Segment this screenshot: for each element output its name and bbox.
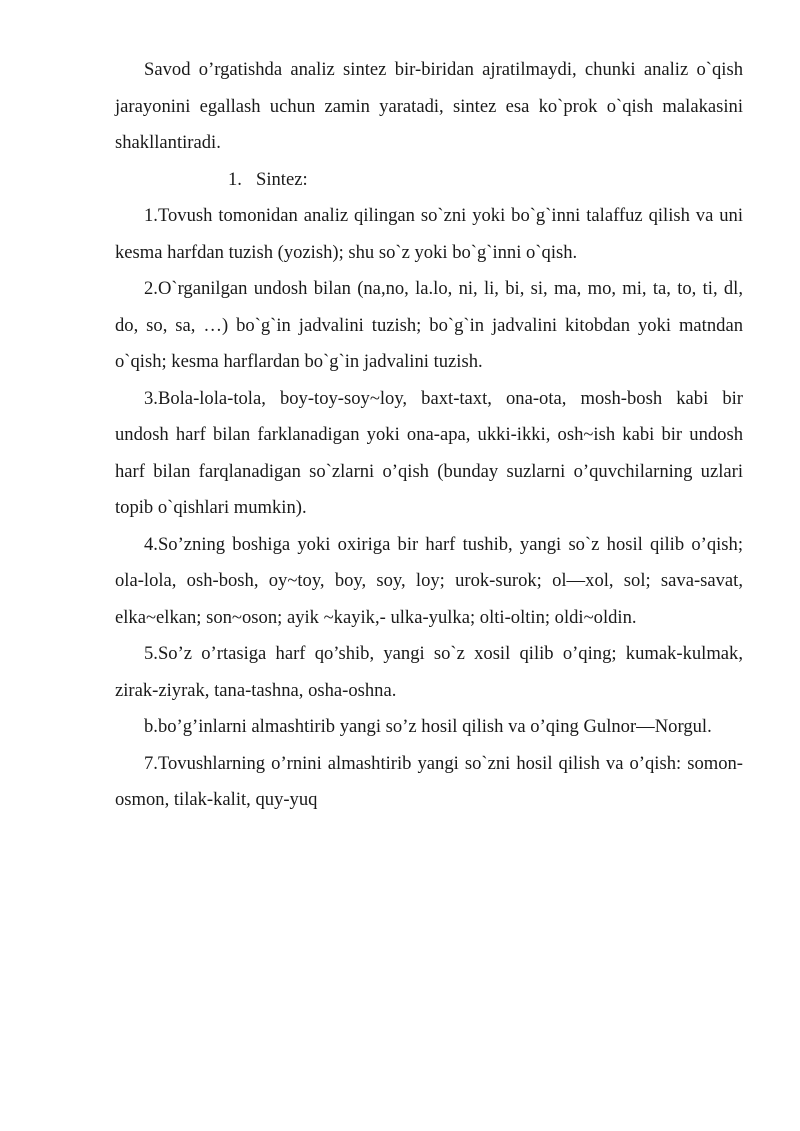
list-item-2: 2.O`rganilgan undosh bilan (na,no, la.lo, ni, li, bi, si, ma, mo, mi, ta, to, ti, dl, do, so, sa, …) bo`g`in jadvalini tuzish; bo`g`in jadvalini kitobdan yoki matndan o`qish; kesma harflardan bo`g`in jadvalini tuzish. [115,278,743,372]
list-item-3: 3.Bola-lola-tola, boy-toy-soy~loy, baxt-taxt, ona-ota, mosh-bosh kabi bir undosh harf bilan farklanadigan yoki ona-apa, ukki-ikki, osh~ish kabi bir undosh harf bilan farqlanadigan so`zlarni o’qish (bunday suzlarni o’quvchilarning uzlari topib o`qishlari mumkin). [115,387,743,518]
intro-paragraph: Savod o’rgatishda analiz sintez bir-biridan ajratilmaydi, chunki analiz o`qish jarayonini egallash uchun zamin yaratadi, sintez esa ko`prok o`qish malakasini shakllantiradi. [115,59,743,153]
list-item-1: 1.Tovush tomonidan analiz qilingan so`zni yoki bo`g`inni talaffuz qilish va uni kesma harfdan tuzish (yozish); shu so`z yoki bo`g`inni o`qish. [115,205,743,263]
list-item-6: b.bo’g’inlarni almashtirib yangi so’z hosil qilish va o’qing Gulnor—Norgul. [144,716,712,737]
document-page [115,52,743,819]
list-item-5: 5.So’z o’rtasiga harf qo’shib, yangi so`z xosil qilib o’qing; kumak-kulmak, zirak-ziyrak, tana-tashna, osha-oshna. [115,643,743,701]
list-item-7: 7.Tovushlarning o’rnini almashtirib yangi so`zni hosil qilish va o’qish: somon-osmon, tilak-kalit, quy-yuq [115,752,743,810]
list-item-4: 4.So’zning boshiga yoki oxiriga bir harf tushib, yangi so`z hosil qilib o’qish; ola-lola, osh-bosh, oy~toy, boy, soy, loy; urok-surok; ol—xol, sol; sava-savat, elka~elkan; son~oson; ayik ~kayik,- ulka-yulka; olti-oltin; oldi~oldin. [115,533,743,628]
section-heading [115,162,743,199]
section-title: Sintez: [256,168,308,190]
section-number: 1. [228,168,242,190]
